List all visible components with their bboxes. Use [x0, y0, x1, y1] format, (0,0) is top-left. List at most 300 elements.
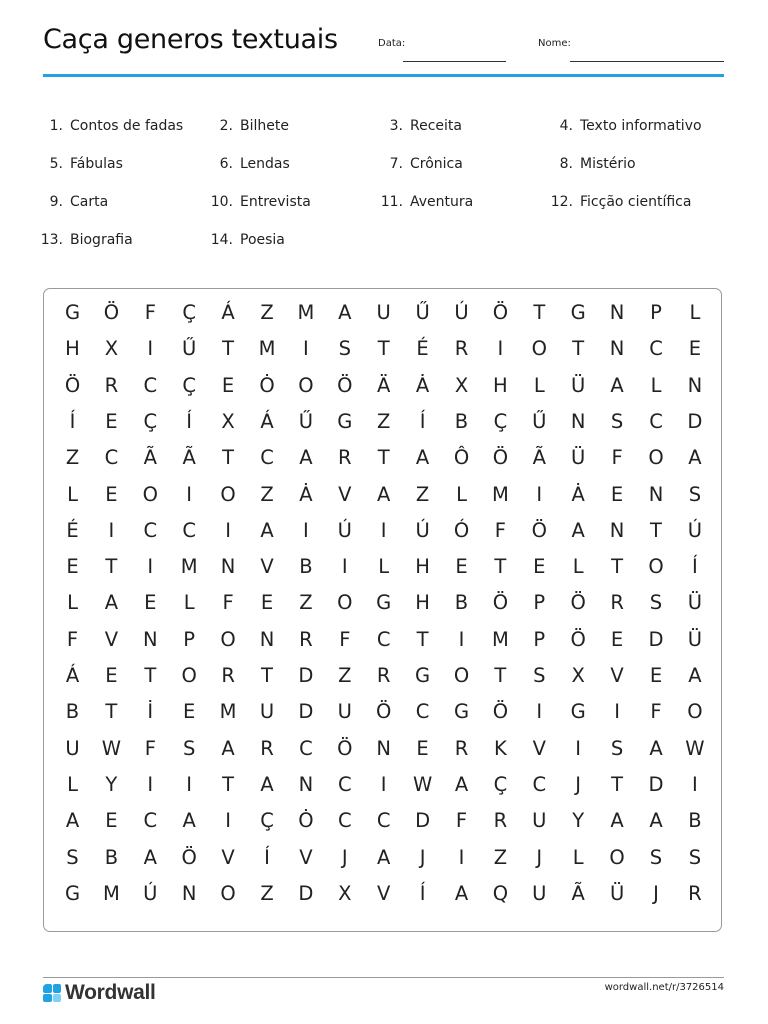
grid-letter[interactable]: V: [377, 881, 391, 905]
grid-letter[interactable]: I: [225, 518, 231, 542]
grid-letter[interactable]: Í: [419, 881, 426, 905]
grid-letter[interactable]: T: [416, 627, 429, 651]
grid-letter[interactable]: Í: [69, 409, 76, 433]
grid-letter[interactable]: S: [688, 482, 702, 506]
grid-letter[interactable]: N: [181, 881, 197, 905]
grid-letter[interactable]: M: [258, 337, 276, 361]
grid-letter[interactable]: V: [338, 482, 352, 506]
grid-letter[interactable]: O: [220, 482, 236, 506]
grid-letter[interactable]: A: [415, 446, 430, 470]
grid-letter[interactable]: Ȧ: [299, 482, 313, 506]
grid-letter[interactable]: É: [66, 518, 79, 542]
grid-letter[interactable]: A: [649, 736, 663, 760]
grid-letter[interactable]: A: [454, 772, 469, 796]
grid-letter[interactable]: S: [182, 736, 196, 760]
grid-letter[interactable]: İ: [147, 700, 154, 724]
grid-letter[interactable]: Ã: [532, 446, 546, 470]
grid-letter[interactable]: A: [182, 809, 196, 833]
grid-letter[interactable]: J: [536, 845, 543, 869]
grid-letter[interactable]: I: [536, 700, 543, 724]
grid-letter[interactable]: O: [453, 664, 470, 687]
grid-letter[interactable]: Ű: [415, 301, 430, 324]
grid-letter[interactable]: Ô: [453, 446, 470, 470]
grid-letter[interactable]: D: [298, 664, 314, 687]
grid-letter[interactable]: Ü: [687, 627, 703, 651]
grid-letter[interactable]: O: [609, 845, 625, 869]
grid-letter[interactable]: I: [108, 518, 115, 542]
grid-letter[interactable]: V: [532, 736, 546, 760]
grid-letter[interactable]: O: [337, 591, 353, 615]
grid-letter[interactable]: A: [377, 482, 391, 506]
grid-letter[interactable]: X: [104, 337, 119, 361]
grid-letter[interactable]: I: [186, 482, 193, 506]
grid-letter[interactable]: Z: [260, 881, 274, 905]
grid-letter[interactable]: Ö: [103, 301, 120, 324]
grid-letter[interactable]: R: [260, 736, 274, 760]
grid-letter[interactable]: A: [649, 809, 663, 833]
grid-letter[interactable]: R: [221, 664, 235, 687]
grid-letter[interactable]: R: [376, 664, 391, 687]
grid-letter[interactable]: I: [614, 700, 620, 724]
grid-letter[interactable]: Ü: [571, 446, 586, 470]
grid-letter[interactable]: Ö: [492, 700, 509, 724]
grid-letter[interactable]: U: [337, 700, 352, 724]
grid-letter[interactable]: O: [298, 373, 314, 397]
grid-letter[interactable]: K: [493, 736, 507, 760]
grid-letter[interactable]: Ö: [570, 627, 586, 651]
grid-letter[interactable]: A: [260, 518, 274, 542]
grid-letter[interactable]: T: [222, 337, 235, 361]
grid-letter[interactable]: R: [454, 736, 469, 760]
grid-letter[interactable]: A: [377, 845, 391, 869]
grid-letter[interactable]: E: [649, 664, 663, 687]
grid-letter[interactable]: I: [458, 627, 465, 651]
grid-letter[interactable]: Ű: [182, 337, 197, 361]
grid-letter[interactable]: C: [104, 446, 119, 470]
grid-letter[interactable]: C: [260, 446, 274, 470]
grid-letter[interactable]: Í: [692, 555, 698, 579]
grid-letter[interactable]: Ȯ: [259, 373, 275, 397]
grid-letter[interactable]: N: [609, 337, 625, 361]
grid-letter[interactable]: C: [649, 409, 663, 433]
name-label: Nome:: [538, 38, 571, 49]
grid-letter[interactable]: Á: [221, 301, 235, 324]
grid-letter[interactable]: T: [222, 446, 235, 470]
grid-letter[interactable]: H: [415, 555, 430, 579]
grid-letter[interactable]: Ö: [492, 591, 509, 615]
grid-letter[interactable]: E: [455, 555, 468, 579]
grid-letter[interactable]: Ö: [64, 373, 81, 397]
grid-letter[interactable]: G: [64, 301, 81, 324]
grid-letter[interactable]: M: [297, 301, 315, 324]
grid-letter[interactable]: I: [303, 337, 309, 361]
grid-letter[interactable]: U: [259, 700, 275, 724]
grid-letter[interactable]: F: [144, 736, 156, 760]
grid-letter[interactable]: S: [66, 845, 79, 869]
word-list-item: [375, 118, 462, 134]
grid-letter[interactable]: D: [415, 809, 431, 833]
grid-letter[interactable]: L: [689, 301, 701, 324]
grid-letter[interactable]: Ç: [182, 373, 196, 397]
grid-letter[interactable]: L: [572, 555, 584, 579]
grid-letter[interactable]: E: [260, 591, 274, 615]
grid-letter[interactable]: E: [533, 555, 546, 579]
grid-letter[interactable]: Ü: [687, 591, 703, 615]
grid-letter[interactable]: V: [610, 664, 624, 687]
grid-letter[interactable]: N: [687, 373, 703, 397]
grid-letter[interactable]: P: [533, 627, 546, 651]
grid-letter[interactable]: Q: [492, 881, 509, 905]
grid-letter[interactable]: M: [180, 555, 198, 579]
grid-letter[interactable]: S: [688, 845, 702, 869]
grid-letter[interactable]: G: [64, 881, 81, 905]
grid-letter[interactable]: A: [221, 736, 235, 760]
grid-letter[interactable]: I: [341, 555, 348, 579]
grid-letter[interactable]: R: [493, 809, 508, 833]
grid-letter[interactable]: E: [105, 664, 118, 687]
grid-letter[interactable]: Ú: [454, 301, 469, 324]
grid-letter[interactable]: T: [105, 555, 118, 579]
grid-letter[interactable]: B: [454, 409, 469, 433]
grid-letter[interactable]: C: [182, 518, 196, 542]
grid-letter[interactable]: H: [415, 591, 430, 615]
grid-letter[interactable]: Ö: [376, 700, 392, 724]
grid-letter[interactable]: Ȯ: [298, 809, 314, 833]
grid-letter[interactable]: Ú: [687, 518, 703, 542]
grid-letter[interactable]: T: [650, 518, 662, 542]
grid-letter[interactable]: Z: [65, 446, 80, 470]
grid-letter[interactable]: N: [376, 736, 391, 760]
grid-letter[interactable]: Ö: [570, 591, 586, 615]
grid-letter[interactable]: E: [688, 337, 702, 361]
grid-letter[interactable]: Ö: [337, 736, 353, 760]
grid-letter[interactable]: S: [610, 409, 624, 433]
grid-letter[interactable]: C: [143, 373, 158, 397]
grid-letter[interactable]: X: [454, 373, 469, 397]
grid-letter[interactable]: Á: [65, 664, 80, 687]
grid-letter[interactable]: L: [183, 591, 195, 615]
grid-letter[interactable]: L: [572, 845, 584, 869]
grid-letter[interactable]: Z: [415, 482, 430, 506]
grid-letter[interactable]: F: [222, 591, 234, 615]
grid-letter[interactable]: Ó: [453, 518, 470, 542]
grid-letter[interactable]: Ü: [571, 373, 586, 397]
word-number: 10.: [210, 194, 233, 210]
grid-letter[interactable]: Ç: [493, 409, 508, 433]
grid-letter[interactable]: T: [494, 555, 507, 579]
grid-letter[interactable]: E: [144, 591, 157, 615]
grid-letter[interactable]: D: [687, 409, 703, 433]
grid-letter[interactable]: C: [143, 518, 158, 542]
grid-letter[interactable]: I: [380, 518, 387, 542]
grid-letter[interactable]: C: [143, 809, 158, 833]
grid-letter[interactable]: Z: [299, 591, 313, 615]
grid-letter[interactable]: F: [455, 809, 468, 833]
grid-letter[interactable]: T: [611, 555, 624, 579]
grid-letter[interactable]: A: [299, 446, 313, 470]
grid-letter[interactable]: V: [299, 845, 313, 869]
grid-letter[interactable]: W: [101, 736, 122, 760]
grid-letter[interactable]: A: [454, 881, 469, 905]
grid-letter[interactable]: C: [532, 772, 547, 796]
grid-row: [44, 694, 721, 730]
grid-letter[interactable]: R: [299, 627, 313, 651]
grid-letter[interactable]: S: [649, 845, 663, 869]
grid-letter[interactable]: Ç: [260, 809, 274, 833]
grid-letter[interactable]: V: [260, 555, 274, 579]
grid-letter[interactable]: Ä: [377, 373, 391, 397]
grid-letter[interactable]: J: [419, 845, 426, 869]
grid-letter[interactable]: T: [377, 337, 390, 361]
grid-letter[interactable]: Ç: [143, 409, 158, 433]
grid-row: [44, 440, 721, 476]
grid-letter[interactable]: V: [221, 845, 235, 869]
grid-letter[interactable]: U: [376, 301, 391, 324]
grid-letter[interactable]: B: [104, 845, 119, 869]
grid-letter[interactable]: Ö: [492, 446, 509, 470]
grid-letter[interactable]: U: [532, 881, 547, 905]
grid-letter[interactable]: X: [338, 881, 352, 905]
grid-letter[interactable]: C: [376, 627, 391, 651]
grid-letter[interactable]: M: [102, 881, 120, 905]
grid-letter[interactable]: G: [415, 664, 431, 687]
grid-letter[interactable]: W: [412, 772, 433, 796]
grid-letter[interactable]: F: [650, 700, 662, 724]
grid-letter[interactable]: O: [220, 627, 236, 651]
word-number: 7.: [389, 156, 403, 172]
grid-letter[interactable]: M: [219, 700, 237, 724]
grid-letter[interactable]: Ö: [531, 518, 547, 542]
grid-letter[interactable]: A: [688, 446, 702, 470]
grid-letter[interactable]: L: [67, 591, 78, 615]
grid-letter[interactable]: I: [303, 518, 309, 542]
grid-letter[interactable]: I: [536, 482, 543, 506]
grid-letter[interactable]: M: [491, 627, 509, 651]
grid-letter[interactable]: G: [376, 591, 392, 615]
grid-letter[interactable]: E: [221, 373, 235, 397]
grid-letter[interactable]: O: [142, 482, 158, 506]
grid-letter[interactable]: Z: [377, 409, 391, 433]
grid-letter[interactable]: I: [147, 337, 154, 361]
grid-letter[interactable]: J: [653, 881, 659, 905]
grid-letter[interactable]: O: [687, 700, 703, 724]
grid-letter[interactable]: P: [183, 627, 196, 651]
grid-letter[interactable]: C: [649, 337, 663, 361]
grid-letter[interactable]: A: [688, 664, 702, 687]
grid-letter[interactable]: O: [531, 337, 547, 361]
grid-letter[interactable]: Ã: [143, 446, 157, 470]
grid-letter[interactable]: N: [259, 627, 275, 651]
grid-letter[interactable]: Y: [572, 809, 585, 833]
grid-letter[interactable]: A: [260, 772, 274, 796]
grid-letter[interactable]: E: [105, 809, 118, 833]
grid-letter[interactable]: C: [337, 772, 352, 796]
grid-letter[interactable]: T: [261, 664, 273, 687]
grid-letter[interactable]: Ü: [609, 881, 625, 905]
grid-letter[interactable]: R: [610, 591, 624, 615]
grid-letter[interactable]: T: [377, 446, 390, 470]
grid-letter[interactable]: L: [378, 555, 390, 579]
grid-letter[interactable]: T: [572, 337, 585, 361]
grid-letter[interactable]: É: [416, 337, 429, 361]
grid-letter[interactable]: O: [648, 446, 664, 470]
grid-letter[interactable]: A: [338, 301, 352, 324]
grid-letter[interactable]: L: [650, 373, 662, 397]
grid-letter[interactable]: E: [610, 627, 624, 651]
grid-letter[interactable]: N: [648, 482, 664, 506]
grid-letter[interactable]: T: [222, 772, 235, 796]
grid-letter[interactable]: Ú: [337, 518, 352, 542]
grid-letter[interactable]: O: [181, 664, 197, 687]
grid-letter[interactable]: Í: [264, 845, 270, 869]
word-text: Receita: [410, 118, 462, 134]
grid-letter[interactable]: Ç: [182, 301, 196, 324]
grid-letter[interactable]: T: [105, 700, 118, 724]
grid-letter[interactable]: E: [416, 736, 429, 760]
grid-letter[interactable]: B: [688, 809, 702, 833]
grid-letter[interactable]: D: [298, 700, 314, 724]
grid-letter[interactable]: P: [650, 301, 662, 324]
grid-letter[interactable]: B: [299, 555, 313, 579]
grid-letter[interactable]: I: [225, 809, 231, 833]
grid-letter[interactable]: Ű: [298, 409, 314, 433]
grid-letter[interactable]: B: [65, 700, 80, 724]
grid-letter[interactable]: H: [493, 373, 508, 397]
grid-letter[interactable]: R: [338, 446, 352, 470]
grid-letter[interactable]: Z: [338, 664, 352, 687]
grid-letter[interactable]: C: [376, 809, 391, 833]
grid-letter[interactable]: T: [533, 301, 546, 324]
grid-letter[interactable]: N: [609, 518, 625, 542]
grid-letter[interactable]: S: [610, 736, 624, 760]
grid-letter[interactable]: P: [533, 591, 546, 615]
grid-letter[interactable]: D: [298, 881, 314, 905]
grid-letter[interactable]: I: [458, 845, 465, 869]
grid-letter[interactable]: C: [299, 736, 313, 760]
grid-letter[interactable]: A: [610, 373, 624, 397]
grid-letter[interactable]: Z: [493, 845, 508, 869]
grid-letter[interactable]: R: [104, 373, 119, 397]
grid-letter[interactable]: Z: [260, 301, 274, 324]
grid-letter[interactable]: B: [454, 591, 469, 615]
grid-letter[interactable]: J: [575, 772, 582, 796]
grid-letter[interactable]: Y: [105, 772, 118, 796]
grid-letter[interactable]: U: [65, 736, 80, 760]
grid-letter[interactable]: E: [105, 409, 118, 433]
grid-letter[interactable]: Í: [186, 409, 193, 433]
grid-letter[interactable]: X: [571, 664, 585, 687]
grid-letter[interactable]: L: [533, 373, 545, 397]
grid-letter[interactable]: I: [692, 772, 698, 796]
grid-letter[interactable]: G: [453, 700, 470, 724]
grid-letter[interactable]: I: [575, 736, 582, 760]
grid-letter[interactable]: N: [298, 772, 314, 796]
grid-letter[interactable]: C: [415, 700, 430, 724]
grid-letter[interactable]: L: [67, 482, 78, 506]
grid-letter[interactable]: I: [186, 772, 193, 796]
grid-letter[interactable]: A: [610, 809, 624, 833]
grid-letter[interactable]: A: [104, 591, 119, 615]
grid-letter[interactable]: J: [341, 845, 348, 869]
grid-letter[interactable]: Ö: [492, 301, 509, 324]
grid-letter[interactable]: Í: [419, 409, 426, 433]
grid-letter[interactable]: Ȧ: [571, 482, 585, 506]
grid-letter[interactable]: S: [649, 591, 663, 615]
grid-letter[interactable]: Ȧ: [415, 373, 430, 397]
grid-letter[interactable]: G: [570, 301, 586, 324]
grid-letter[interactable]: N: [220, 555, 236, 579]
grid-letter[interactable]: F: [494, 518, 506, 542]
grid-letter[interactable]: S: [533, 664, 546, 687]
grid-letter[interactable]: N: [570, 409, 586, 433]
grid-letter[interactable]: U: [532, 809, 547, 833]
grid-letter[interactable]: I: [147, 772, 154, 796]
grid-letter[interactable]: E: [183, 700, 196, 724]
grid-letter[interactable]: R: [454, 337, 469, 361]
grid-letter[interactable]: O: [648, 555, 664, 579]
grid-letter[interactable]: Ú: [143, 881, 158, 905]
grid-letter[interactable]: G: [337, 409, 353, 433]
grid-letter[interactable]: Ã: [571, 881, 585, 905]
grid-letter[interactable]: M: [491, 482, 509, 506]
grid-letter[interactable]: A: [143, 845, 157, 869]
grid-letter[interactable]: D: [648, 627, 664, 651]
grid-letter[interactable]: E: [105, 482, 118, 506]
grid-letter[interactable]: F: [66, 627, 79, 651]
grid-letter[interactable]: Z: [260, 482, 274, 506]
grid-letter[interactable]: W: [685, 736, 705, 760]
grid-letter[interactable]: I: [497, 337, 504, 361]
grid-letter[interactable]: L: [456, 482, 467, 506]
grid-row: [44, 549, 721, 585]
grid-letter[interactable]: N: [143, 627, 158, 651]
grid-letter[interactable]: I: [147, 555, 154, 579]
word-number: 11.: [380, 194, 403, 210]
grid-letter[interactable]: F: [611, 446, 623, 470]
grid-letter[interactable]: T: [611, 772, 624, 796]
grid-letter[interactable]: F: [144, 301, 156, 324]
grid-letter[interactable]: G: [570, 700, 586, 724]
grid-letter[interactable]: Ã: [182, 446, 196, 470]
grid-letter[interactable]: S: [338, 337, 351, 361]
grid-letter[interactable]: Ö: [181, 845, 197, 869]
grid-letter[interactable]: V: [104, 627, 119, 651]
word-text: Fábulas: [70, 156, 123, 172]
grid-letter[interactable]: E: [610, 482, 624, 506]
grid-letter[interactable]: R: [688, 881, 702, 905]
grid-letter[interactable]: A: [571, 518, 585, 542]
grid-letter[interactable]: N: [609, 301, 625, 324]
grid-letter[interactable]: O: [220, 881, 236, 905]
grid-letter[interactable]: F: [339, 627, 351, 651]
grid-letter[interactable]: Ö: [337, 373, 353, 397]
grid-letter[interactable]: I: [380, 772, 387, 796]
grid-letter[interactable]: T: [144, 664, 157, 687]
grid-letter[interactable]: C: [337, 809, 352, 833]
grid-letter[interactable]: L: [67, 772, 78, 796]
grid-letter[interactable]: Ç: [493, 772, 508, 796]
grid-letter[interactable]: A: [65, 809, 80, 833]
grid-letter[interactable]: Á: [260, 409, 274, 433]
word-text: Contos de fadas: [70, 118, 184, 134]
grid-letter[interactable]: H: [65, 337, 80, 361]
grid-letter[interactable]: T: [494, 664, 507, 687]
grid-letter[interactable]: D: [648, 772, 664, 796]
grid-letter[interactable]: E: [66, 555, 79, 579]
grid-letter[interactable]: X: [221, 409, 235, 433]
grid-letter[interactable]: Ű: [532, 409, 547, 433]
grid-letter[interactable]: Ú: [415, 518, 430, 542]
